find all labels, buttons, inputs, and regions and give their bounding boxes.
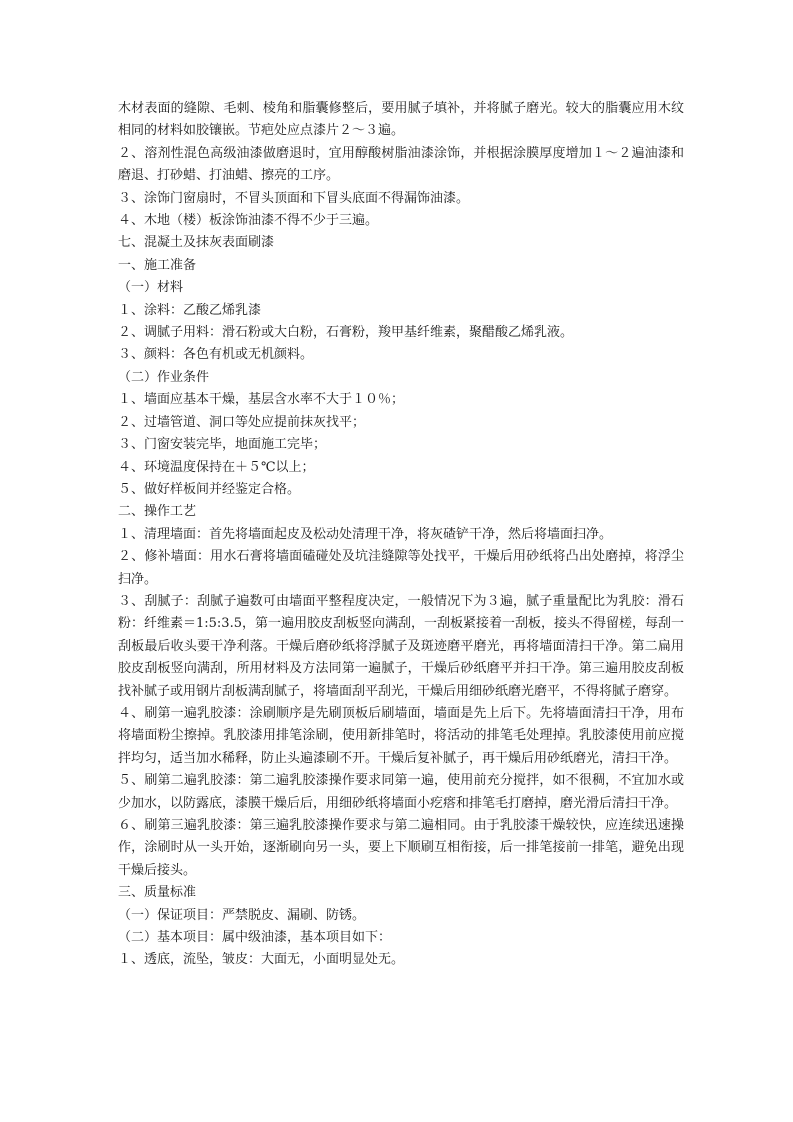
paragraph: １、涂料：乙酸乙烯乳漆 <box>118 302 262 318</box>
paragraph: ３、门窗安装完毕，地面施工完毕； <box>118 437 327 453</box>
paragraph: ２、调腻子用料：滑石粉或大白粉，石膏粉，羧甲基纤维素，聚醋酸乙烯乳液。 <box>118 325 574 341</box>
paragraph: ２、溶剂性混色高级油漆做磨退时，宜用醇酸树脂油漆涂饰，并根据涂膜厚度增加１～２遍油漆和磨退、打砂蜡、打油蜡、擦亮的工序。 <box>118 145 684 184</box>
section-heading: 二、操作工艺 <box>118 504 197 520</box>
paragraph: ６、刷第三遍乳胶漆：第三遍乳胶漆操作要求与第二遍相同。由于乳胶漆干燥较快，应连续迅速操作，涂刷时从一头开始，逐渐刷向另一头，要上下顺刷互相衔接，后一排笔接前一排笔，避免出现干燥后接头。 <box>118 818 684 878</box>
paragraph: ２、过墙管道、洞口等处应提前抹灰找平； <box>118 414 366 430</box>
paragraph: ３、颜料：各色有机或无机颜料。 <box>118 347 314 363</box>
paragraph: ４、刷第一遍乳胶漆：涂刷顺序是先刷顶板后刷墙面，墙面是先上后下。先将墙面清扫干净，用布将墙面粉尘擦掉。乳胶漆用排笔涂刷，使用新排笔时，将活动的排笔毛处理掉。乳胶漆使用前应搅拌均匀，适当加水稀释，防止头遍漆刷不开。干燥后复补腻子，再干燥后用砂纸磨光，清扫干净。 <box>118 705 684 766</box>
paragraph: ４、环境温度保持在＋５℃以上； <box>118 459 315 475</box>
paragraph: 木材表面的缝隙、毛刺、棱角和脂囊修整后，要用腻子填补，并将腻子磨光。较大的脂囊应用木纹相同的材料如胶镶嵌。节疤处应点漆片２～３遍。 <box>118 101 684 139</box>
section-heading: 一、施工准备 <box>118 257 197 273</box>
paragraph: ２、修补墙面：用水石膏将墙面磕碰处及坑洼缝隙等处找平，干燥后用砂纸将凸出处磨掉，将浮尘扫净。 <box>118 549 684 587</box>
paragraph: ３、涂饰门窗扇时，不冒头顶面和下冒头底面不得漏饰油漆。 <box>118 190 470 206</box>
paragraph: ５、做好样板间并经鉴定合格。 <box>118 481 301 497</box>
section-heading: 七、混凝土及抹灰表面刷漆 <box>118 235 275 251</box>
section-heading: 三、质量标准 <box>118 885 197 901</box>
paragraph: ４、木地（楼）板涂饰油漆不得不少于三遍。 <box>118 213 379 229</box>
paragraph: １、透底，流坠，皱皮：大面无，小面明显处无。 <box>118 952 405 968</box>
paragraph: ３、刮腻子：刮腻子遍数可由墙面平整程度决定，一般情况下为３遍，腻子重量配比为乳胶：滑石粉：纤维素＝1:5:3.5，第一遍用胶皮刮板竖向满刮，一刮板紧接着一刮板，接头不得留槎，每刮一刮板最后收头要干净利落。干燥后磨砂纸将浮腻子及斑迹磨平磨光，再将墙面清扫干净。第二扁用胶皮刮板竖向满刮，所用材料及方法同第一遍腻子，干燥后砂纸磨平并扫干净。第三遍用胶皮刮板找补腻子或用钢片刮板满刮腻子，将墙面刮平刮光，干燥后用细砂纸磨光磨平，不得将腻子磨穿。 <box>118 593 684 699</box>
paragraph: （一）保证项目：严禁脱皮、漏刷、防锈。 <box>118 907 366 923</box>
subsection-heading: （二）作业条件 <box>118 369 210 385</box>
paragraph: （二）基本项目：属中级油漆，基本项目如下： <box>118 930 392 946</box>
paragraph: ５、刷第二遍乳胶漆：第二遍乳胶漆操作要求同第一遍，使用前充分搅拌，如不很稠，不宜加水或少加水，以防露底，漆膜干燥后后，用细砂纸将墙面小疙瘩和排笔毛打磨掉，磨光滑后清扫干净。 <box>118 773 684 811</box>
document-body <box>118 98 684 972</box>
paragraph: １、清理墙面：首先将墙面起皮及松动处清理干净，将灰碴铲干净，然后将墙面扫净。 <box>118 526 613 542</box>
paragraph: １、墙面应基本干燥，基层含水率不大于１０％； <box>118 392 405 408</box>
subsection-heading: （一）材料 <box>118 280 184 296</box>
